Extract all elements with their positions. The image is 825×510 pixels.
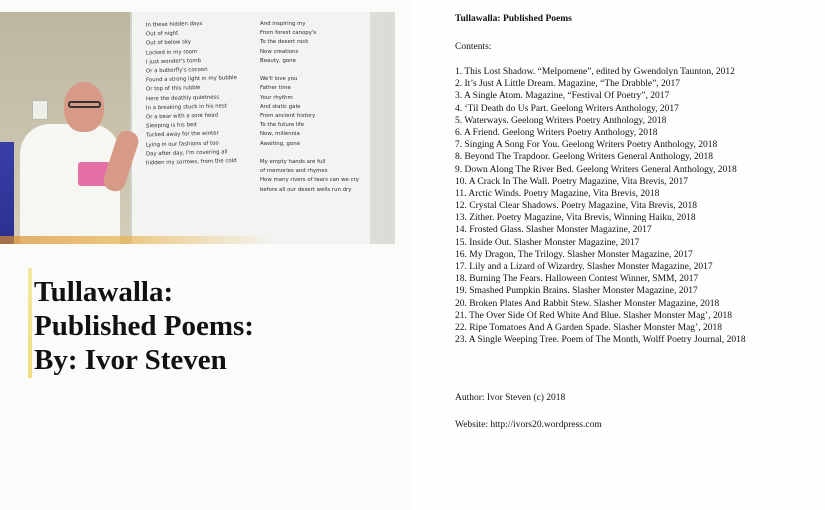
whiteboard-line: Locked in my room (145, 48, 198, 57)
contents-label: Contents: (455, 42, 492, 52)
whiteboard-line (260, 149, 362, 158)
whiteboard-line: Sleeping is his bed (145, 122, 197, 130)
whiteboard-line: hidden my sorrows, from the cold (145, 158, 237, 167)
author-photo (0, 12, 395, 244)
whiteboard-line: I just wonder's tomb (145, 57, 202, 66)
highlight-mark (28, 268, 32, 378)
photo-edge (0, 236, 395, 244)
poem-list-item: 14. Frosted Glass. Slasher Monster Magazine, 2017 (455, 225, 652, 236)
whiteboard-line: Tucked away for the winter (145, 130, 219, 139)
whiteboard-right-column (260, 20, 362, 195)
whiteboard-line: Or a bear with a sore head (145, 112, 219, 121)
poem-list-item: 20. Broken Plates And Rabbit Stew. Slasher Monster Magazine, 2018 (455, 298, 720, 309)
book-title (34, 275, 254, 377)
whiteboard-line: In these hidden days (145, 20, 203, 29)
page-title: Tullawalla: Published Poems (455, 14, 572, 24)
whiteboard-line (260, 66, 362, 75)
blue-edge (0, 142, 14, 244)
whiteboard-line: Beauty, gone (260, 57, 296, 64)
title-line-3: By: Ivor Steven (34, 344, 227, 376)
whiteboard-left-column (146, 20, 256, 167)
poem-list-item: 21. The Over Side Of Red White And Blue. Slasher Monster Mag’, 2018 (455, 310, 732, 321)
whiteboard-line: To the desert rock (260, 39, 309, 46)
whiteboard-line: To the future life (260, 122, 305, 129)
poem-list-item: 18. Burning The Fears. Halloween Contest Winner, SMM, 2017 (455, 274, 699, 285)
whiteboard-poem (140, 16, 365, 244)
poem-list (455, 66, 746, 346)
whiteboard-line: Father time (260, 85, 291, 92)
poem-list-item: 8. Beyond The Trapdoor. Geelong Writers General Anthology, 2018 (455, 152, 714, 163)
whiteboard-line: Out of night (145, 30, 179, 38)
poem-list-item: 22. Ripe Tomatoes And A Garden Spade. Slasher Monster Mag’, 2018 (455, 322, 722, 333)
poem-list-item: 3. A Single Atom. Magazine, “Festival Of Poetry”, 2017 (455, 91, 670, 102)
poem-list-item: 13. Zither. Poetry Magazine, Vita Brevis, Winning Haiku, 2018 (455, 213, 696, 224)
whiteboard-line: Now, millennia (260, 131, 300, 138)
whiteboard-line: Now creations (260, 48, 299, 55)
whiteboard-line: And inspiring my (260, 21, 306, 27)
poem-list-item: 19. Smashed Pumpkin Brains. Slasher Monster Magazine, 2017 (455, 286, 698, 297)
poem-list-item: 23. A Single Weeping Tree. Poem of The Month, Wolff Poetry Journal, 2018 (455, 335, 746, 346)
whiteboard-line: From ancient history (260, 113, 316, 120)
whiteboard-line: How many rivers of tears can we cry (260, 177, 359, 184)
poem-list-item: 12. Crystal Clear Shadows. Poetry Magazine, Vita Brevis, 2018 (455, 201, 697, 212)
poem-list-item: 9. Down Along The River Bed. Geelong Writers General Anthology, 2018 (455, 164, 737, 175)
whiteboard-line: My empty hands are full (260, 159, 326, 166)
whiteboard-line: Found a strong light in my bubble (145, 75, 238, 84)
whiteboard-line: Awaiting, gone (260, 140, 301, 147)
title-line-1: Tullawalla: (34, 276, 174, 308)
whiteboard-line: Here the deathly quietness (145, 94, 220, 103)
title-line-2: Published Poems: (34, 310, 254, 342)
poem-list-item: 6. A Friend. Geelong Writers Poetry Anthology, 2018 (455, 127, 658, 138)
whiteboard-line: Lying in our fashions of too (145, 140, 219, 149)
poem-list-item: 1. This Lost Shadow. “Melpomene”, edited by Gwendolyn Taunton, 2012 (455, 67, 735, 77)
whiteboard-line: Your rhythm (260, 94, 293, 101)
poem-list-item: 7. Singing A Song For You. Geelong Writers Poetry Anthology, 2018 (455, 140, 718, 151)
whiteboard-line: Day after day, I'm covering all (145, 149, 228, 158)
poem-list-item: 11. Arctic Winds. Poetry Magazine, Vita Brevis, 2018 (455, 188, 660, 199)
poem-list-item: 2. It’s Just A Little Dream. Magazine, “The Drabble”, 2017 (455, 79, 681, 90)
light-switch (32, 100, 48, 120)
poem-list-item: 4. ‘Til Death do Us Part. Geelong Writers Anthology, 2017 (455, 103, 679, 114)
poem-list-item: 17. Lily and a Lizard of Wizardry. Slasher Monster Magazine, 2017 (455, 262, 713, 272)
whiteboard-line: And static gale (260, 103, 301, 110)
poem-list-item: 10. A Crack In The Wall. Poetry Magazine, Vita Brevis, 2017 (455, 176, 688, 187)
whiteboard-line: We'll love you (260, 76, 298, 83)
whiteboard-line: Or a butterfly's cocoon (145, 66, 208, 75)
whiteboard-line: In a breaking stuck in his nest (145, 103, 227, 112)
glasses-icon (68, 101, 101, 108)
whiteboard-line: From forest canopy's (260, 30, 317, 37)
whiteboard-line: before all our desert wells run dry (260, 186, 352, 193)
poem-list-item: 16. My Dragon, The Trilogy. Slasher Monster Magazine, 2017 (455, 249, 693, 260)
author-line: Author: Ivor Steven (c) 2018 (455, 393, 566, 403)
whiteboard-line: of memories and rhymes (260, 168, 328, 175)
whiteboard-line: Out of below sky (145, 39, 192, 47)
whiteboard-line: Or top of this rubble (145, 85, 201, 93)
poem-list-item: 5. Waterways. Geelong Writers Poetry Anthology, 2018 (455, 115, 667, 126)
website-line: Website: http://ivors20.wordpress.com (455, 420, 602, 430)
poem-list-item: 15. Inside Out. Slasher Monster Magazine, 2017 (455, 237, 640, 248)
left-page (0, 0, 412, 510)
